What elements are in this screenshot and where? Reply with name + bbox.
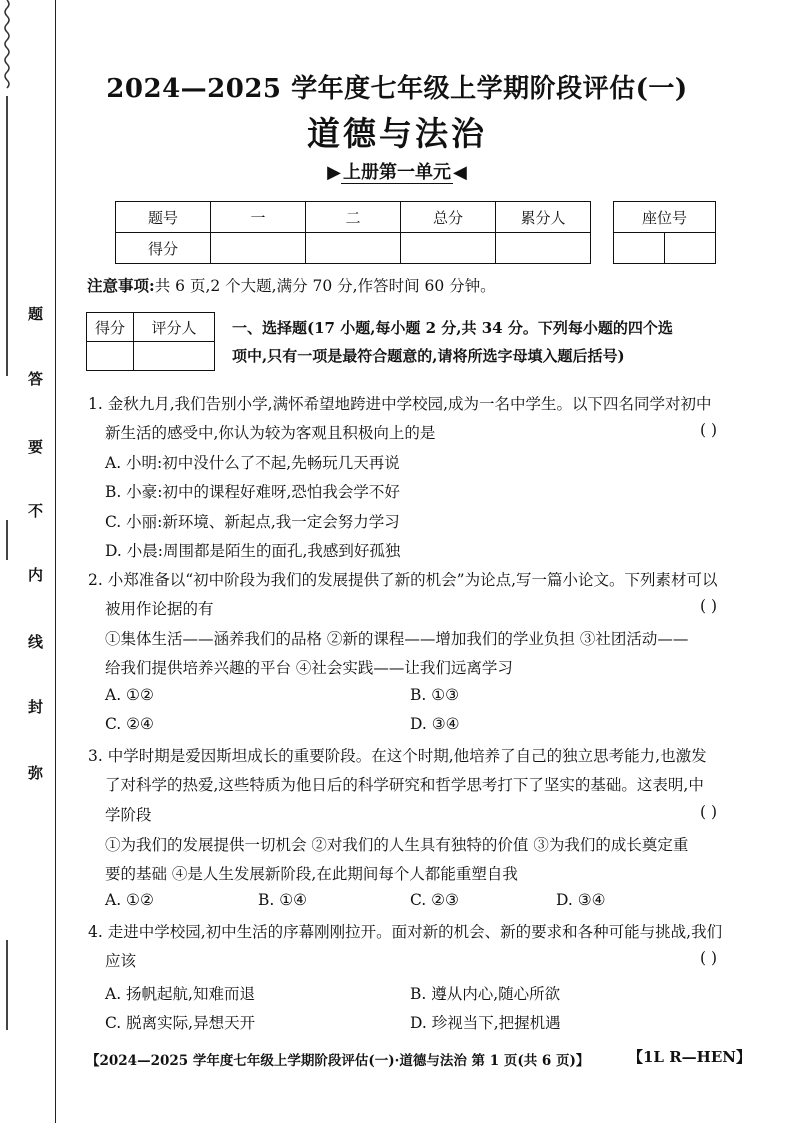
notes-label: 注意事项: <box>87 276 155 295</box>
score-header: 一 <box>211 202 306 233</box>
option: C. 小丽:新环境、新起点,我一定会努力学习 <box>105 513 400 531</box>
question-stem: 应该 <box>105 952 137 970</box>
section-score-table <box>86 312 215 371</box>
page-footer: 【2024—2025 学年度七年级上学期阶段评估(一)·道德与法治 第 1 页(共 6 页)】 <box>86 1053 590 1069</box>
seal-char: 答 <box>28 370 44 388</box>
seal-char: 要 <box>28 438 44 456</box>
option: B. 小豪:初中的课程好难呀,恐怕我会学不好 <box>105 483 400 501</box>
score-header: 总分 <box>401 202 496 233</box>
statement-list: 要的基础 ④是人生发展新阶段,在此期间每个人都能重塑自我 <box>105 865 518 883</box>
binding-mark <box>6 940 8 1030</box>
option: D. ③④ <box>410 715 460 733</box>
statement-list: ①为我们的发展提供一切机会 ②对我们的人生具有独特的价值 ③为我们的成长奠定重 <box>105 836 689 854</box>
exam-title: 2024—2025 学年度七年级上学期阶段评估(一) <box>106 74 688 104</box>
option: A. ①② <box>105 686 154 704</box>
score-row-label: 得分 <box>116 233 211 264</box>
option: B. ①④ <box>258 891 308 909</box>
question-stem: 2. 小郑准备以“初中阶段为我们的发展提供了新的机会”为论点,写一篇小论文。下列素材可以 <box>88 571 718 589</box>
score-header: 题号 <box>116 202 211 233</box>
score-cell[interactable] <box>306 233 401 264</box>
option: C. ②④ <box>105 715 154 733</box>
answer-bracket[interactable]: ( ) <box>700 421 718 439</box>
arrow-right-icon: ▶ <box>327 162 341 183</box>
question-stem: 4. 走进中学校园,初中生活的序幕刚刚拉开。面对新的机会、新的要求和各种可能与挑战,我们 <box>88 923 723 941</box>
seat-cell[interactable] <box>614 233 665 264</box>
option: A. ①② <box>105 891 154 909</box>
option: C. ②③ <box>410 891 459 909</box>
option: D. 珍视当下,把握机遇 <box>410 1014 561 1032</box>
notes-text: 共 6 页,2 个大题,满分 70 分,作答时间 60 分钟。 <box>154 277 496 295</box>
score-cell[interactable] <box>496 233 591 264</box>
seal-char: 内 <box>28 566 44 584</box>
mini-score-label: 得分 <box>87 313 134 342</box>
score-cell[interactable] <box>401 233 496 264</box>
subject-title: 道德与法治 <box>307 114 487 153</box>
seal-char: 线 <box>28 633 44 651</box>
seal-char: 封 <box>28 698 44 716</box>
question-stem: 了对科学的热爱,这些特质为他日后的科学研究和哲学思考打下了坚实的基础。这表明,中 <box>105 776 704 794</box>
question-stem: 1. 金秋九月,我们告别小学,满怀希望地跨进中学校园,成为一名中学生。以下四名同学对初中 <box>88 395 712 413</box>
option: B. ①③ <box>410 686 460 704</box>
question-stem: 新生活的感受中,你认为较为客观且积极向上的是 <box>105 424 436 442</box>
score-table <box>115 201 591 264</box>
seat-label: 座位号 <box>614 202 716 233</box>
section-heading-line: 一、选择题(17 小题,每小题 2 分,共 34 分。下列每小题的四个选 <box>232 319 673 337</box>
mini-score-cell[interactable] <box>87 342 134 371</box>
seal-char: 题 <box>28 305 44 323</box>
arrow-left-icon: ◀ <box>453 162 467 183</box>
question-stem: 学阶段 <box>105 806 152 824</box>
unit-label <box>0 158 794 184</box>
option: A. 小明:初中没什么了不起,先畅玩几天再说 <box>105 454 400 472</box>
option: B. 遵从内心,随心所欲 <box>410 985 561 1003</box>
section-heading <box>232 314 702 370</box>
score-cell[interactable] <box>211 233 306 264</box>
seal-char: 不 <box>28 502 44 520</box>
section-heading-line: 项中,只有一项是最符合题意的,请将所选字母填入题后括号) <box>232 347 625 365</box>
score-header: 二 <box>306 202 401 233</box>
unit-text: 上册第一单元 <box>343 162 451 183</box>
option: C. 脱离实际,异想天开 <box>105 1014 256 1032</box>
answer-bracket[interactable]: ( ) <box>700 803 718 821</box>
statement-list: ①集体生活——涵养我们的品格 ②新的课程——增加我们的学业负担 ③社团活动—— <box>105 630 689 648</box>
notes <box>87 274 496 296</box>
mini-grader-label: 评分人 <box>134 313 215 342</box>
mini-grader-cell[interactable] <box>134 342 215 371</box>
paper-code: 【1L R—HEN】 <box>628 1048 751 1066</box>
answer-bracket[interactable]: ( ) <box>700 597 718 615</box>
option: A. 扬帆起航,知难而退 <box>105 985 255 1003</box>
seal-char: 弥 <box>28 764 44 782</box>
option: D. ③④ <box>556 891 606 909</box>
answer-bracket[interactable]: ( ) <box>700 949 718 967</box>
seat-table <box>613 201 716 264</box>
score-header: 累分人 <box>496 202 591 233</box>
option: D. 小晨:周围都是陌生的面孔,我感到好孤独 <box>105 542 401 560</box>
seat-cell[interactable] <box>665 233 716 264</box>
question-stem: 3. 中学时期是爱因斯坦成长的重要阶段。在这个时期,他培养了自己的独立思考能力,也激发 <box>88 747 707 765</box>
binding-mark <box>6 520 8 560</box>
statement-list: 给我们提供培养兴趣的平台 ④社会实践——让我们远离学习 <box>105 659 513 677</box>
question-stem: 被用作论据的有 <box>105 600 214 618</box>
